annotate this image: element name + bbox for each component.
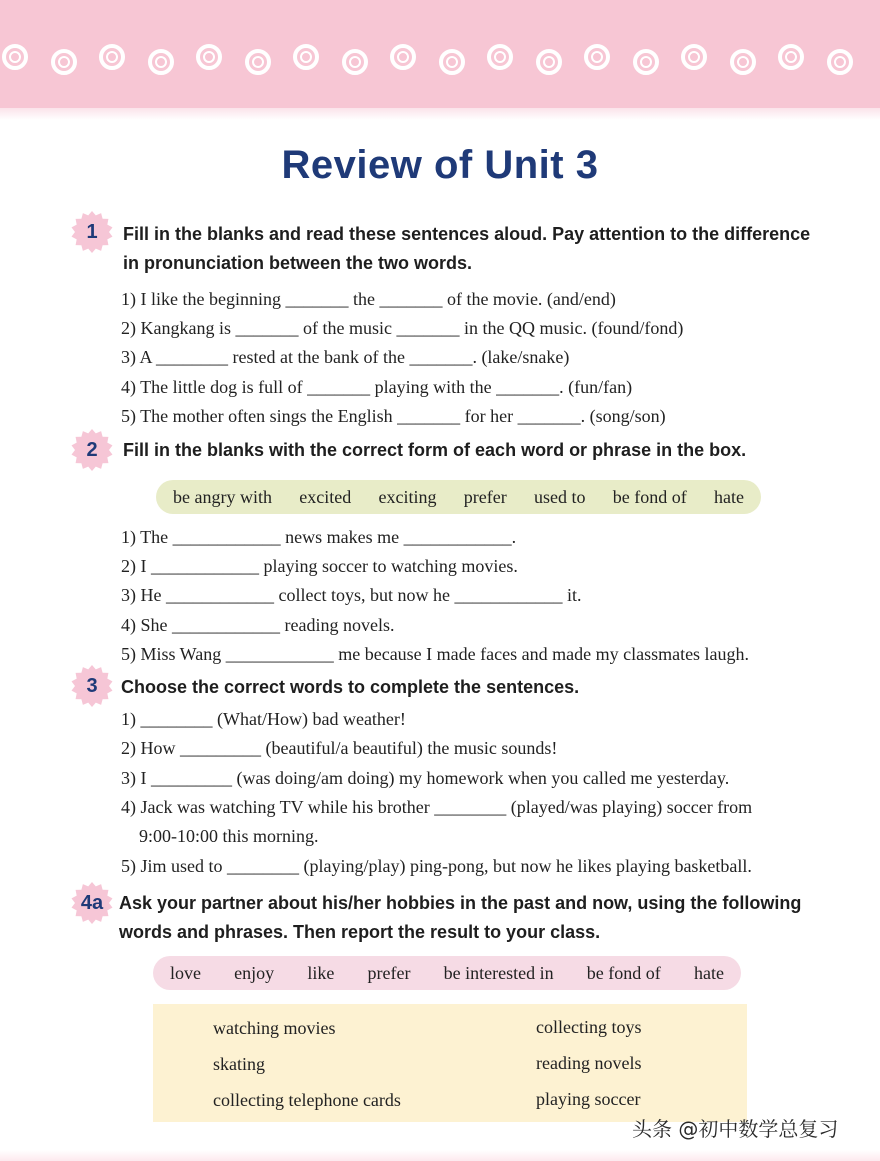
ring-ornament: [148, 49, 174, 75]
ring-ornament: [342, 49, 368, 75]
activity-item: playing soccer: [536, 1089, 641, 1109]
ring-ornament: [390, 44, 416, 70]
word-box-item: hate: [714, 486, 744, 507]
section-2-badge: [70, 428, 114, 472]
word-box-item: love: [170, 962, 201, 983]
word-box-item: be fond of: [586, 962, 661, 983]
section-4a-number: 4a: [80, 892, 104, 914]
list-item: 3) He ____________ collect toys, but now he ____________ it.: [121, 585, 582, 605]
ring-ornament: [51, 49, 77, 75]
decorative-header-band: [0, 0, 880, 108]
ring-ornament: [439, 49, 465, 75]
ring-ornament: [487, 44, 513, 70]
ring-ornament: [293, 44, 319, 70]
word-box-item: used to: [533, 486, 586, 507]
list-item-continuation: 9:00-10:00 this morning.: [139, 826, 319, 846]
list-item: 5) The mother often sings the English _______ for her _______. (song/son): [121, 406, 666, 426]
section-1-badge: [70, 210, 114, 254]
activities-box: [153, 1004, 747, 1122]
list-item: 1) ________ (What/How) bad weather!: [121, 709, 406, 729]
ring-ornament: [827, 49, 853, 75]
section-4a-badge: [70, 881, 114, 925]
word-box: [156, 480, 761, 514]
section-3-number: 3: [86, 675, 98, 697]
list-item: 2) How _________ (beautiful/a beautiful) the music sounds!: [121, 738, 558, 758]
section-2-number: 2: [86, 439, 98, 461]
activity-item: watching movies: [213, 1018, 336, 1038]
page-title: Review of Unit 3: [281, 143, 599, 187]
ring-ornament: [196, 44, 222, 70]
section-1-instruction: Fill in the blanks and read these sentences aloud. Pay attention to the difference in pronunciation between the two words.: [123, 224, 811, 273]
word-box: [153, 956, 741, 990]
ring-ornament: [681, 44, 707, 70]
list-item: 2) Kangkang is _______ of the music _______ in the QQ music. (found/fond): [121, 318, 684, 338]
activity-item: reading novels: [536, 1053, 642, 1073]
word-box-item: be interested in: [443, 962, 554, 983]
section-1-number: 1: [86, 221, 98, 243]
activity-item: skating: [213, 1054, 265, 1074]
list-item: 4) Jack was watching TV while his brother ________ (played/was playing) soccer from: [121, 797, 753, 817]
word-box-item: enjoy: [234, 962, 275, 983]
word-box-item: be fond of: [612, 486, 687, 507]
footer-fade: [0, 1150, 880, 1161]
section-3-instruction: Choose the correct words to complete the sentences.: [121, 677, 580, 697]
word-box-item: be angry with: [173, 486, 272, 507]
activity-item: collecting telephone cards: [213, 1090, 401, 1110]
word-box-item: like: [307, 962, 335, 983]
ring-ornament: [99, 44, 125, 70]
watermark-text: 头条 @初中数学总复习: [632, 1117, 839, 1141]
list-item: 2) I ____________ playing soccer to watching movies.: [121, 556, 518, 576]
ring-ornament: [730, 49, 756, 75]
word-box-item: hate: [693, 962, 724, 983]
ring-ornament: [633, 49, 659, 75]
section-3-badge: [70, 664, 114, 708]
list-item: 5) Jim used to ________ (playing/play) ping-pong, but now he likes playing basketball.: [121, 856, 752, 876]
activity-item: collecting toys: [536, 1017, 642, 1037]
section-4a-instruction: Ask your partner about his/her hobbies in the past and now, using the following words and phrases. Then report the result to your class.: [119, 893, 802, 942]
header-fade: [0, 108, 880, 120]
ring-ornament: [536, 49, 562, 75]
list-item: 3) A ________ rested at the bank of the _______. (lake/snake): [121, 347, 570, 367]
word-box-item: exciting: [378, 486, 437, 507]
word-box-item: prefer: [463, 486, 507, 507]
ring-ornament: [778, 44, 804, 70]
list-item: 4) The little dog is full of _______ playing with the _______. (fun/fan): [121, 377, 633, 397]
section-2-instruction: Fill in the blanks with the correct form of each word or phrase in the box.: [123, 440, 747, 460]
list-item: 3) I _________ (was doing/am doing) my homework when you called me yesterday.: [121, 768, 730, 788]
list-item: 4) She ____________ reading novels.: [121, 615, 395, 635]
word-box-item: excited: [299, 486, 352, 507]
ring-ornament: [245, 49, 271, 75]
ring-ornament: [584, 44, 610, 70]
word-box-item: prefer: [367, 962, 411, 983]
list-item: 1) I like the beginning _______ the _______ of the movie. (and/end): [121, 289, 616, 309]
list-item: 5) Miss Wang ____________ me because I made faces and made my classmates laugh.: [121, 644, 750, 664]
list-item: 1) The ____________ news makes me ____________.: [121, 527, 517, 547]
ring-ornament: [2, 44, 28, 70]
